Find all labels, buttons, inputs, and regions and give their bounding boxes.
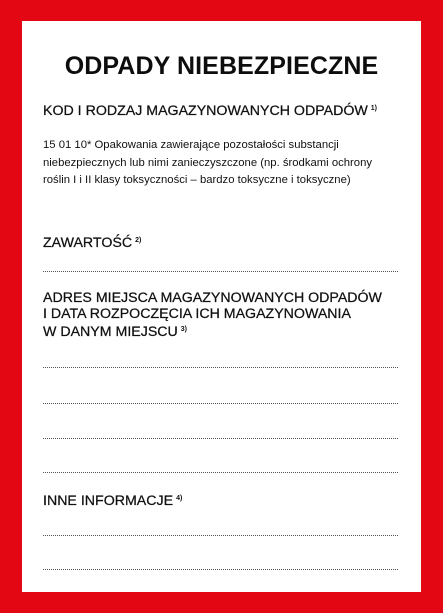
- content-section-heading: [43, 233, 141, 251]
- label-title: ODPADY NIEBEZPIECZNE: [64, 52, 379, 80]
- address-heading-line-1: ADRES MIEJSCA MAGAZYNOWANYCH ODPADÓW: [43, 290, 382, 306]
- waste-code-line-1: 15 01 10* Opakowania zawierające pozostałości substancji: [43, 139, 339, 151]
- address-section-heading: [43, 290, 382, 340]
- waste-code-description: [43, 137, 403, 190]
- footnote-3: 3): [180, 326, 188, 333]
- footnote-2: 2): [135, 237, 142, 244]
- other-fill-line-2[interactable]: [43, 569, 398, 570]
- address-fill-line-4[interactable]: [43, 472, 398, 473]
- waste-code-line-2: niebezpiecznych lub nimi zanieczyszczone (np. środkami ochrony: [43, 156, 373, 169]
- address-fill-line-1[interactable]: [43, 367, 398, 368]
- other-section-heading: [43, 491, 182, 509]
- address-heading-line-2: I DATA ROZPOCZĘCIA ICH MAGAZYNOWANIA: [43, 306, 351, 322]
- footnote-4: 4): [176, 495, 183, 502]
- other-fill-line-1[interactable]: [43, 535, 398, 536]
- address-fill-line-2[interactable]: [43, 403, 398, 404]
- address-heading-line-3: W DANYM MIEJSCU: [43, 324, 178, 340]
- other-section-heading-text: INNE INFORMACJE: [43, 493, 174, 509]
- content-section-heading-text: ZAWARTOŚĆ: [43, 235, 133, 251]
- content-fill-line[interactable]: [43, 271, 398, 272]
- code-section-heading-text: KOD I RODZAJ MAGAZYNOWANYCH ODPADÓW: [43, 103, 368, 119]
- footnote-1: 1): [370, 105, 377, 112]
- address-fill-line-3[interactable]: [43, 438, 398, 439]
- waste-code-line-3: roślin I i II klasy toksyczności – bardzo toksyczne i toksyczne): [43, 174, 351, 186]
- code-section-heading: [43, 101, 377, 119]
